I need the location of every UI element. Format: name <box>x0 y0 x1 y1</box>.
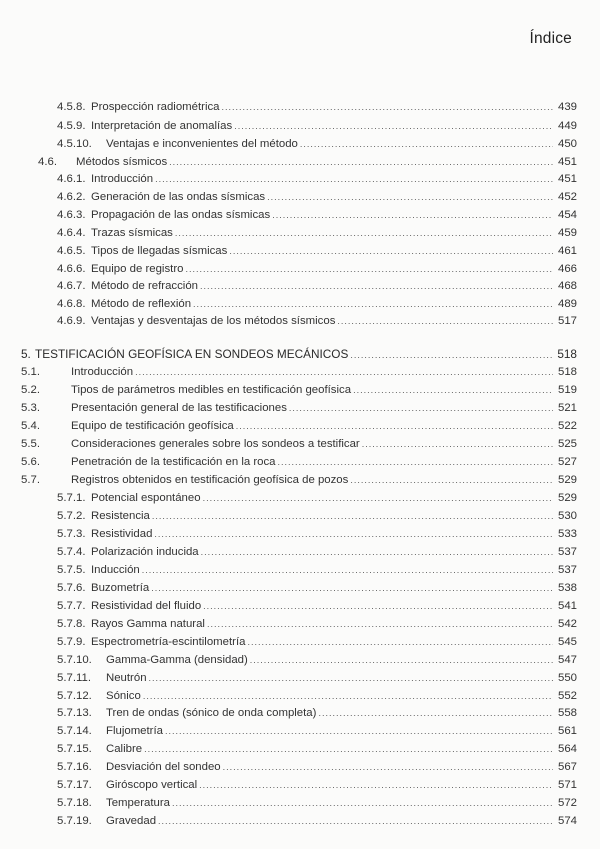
toc-entry-title: Generación de las ondas sísmicas <box>91 191 266 203</box>
toc-leader-dots <box>318 706 553 720</box>
toc-leader-dots <box>158 814 553 828</box>
toc-entry-page: 522 <box>557 420 577 432</box>
toc-entry <box>57 279 577 293</box>
toc-leader-dots <box>172 796 553 810</box>
toc-leader-dots <box>234 119 553 133</box>
toc-entry-number: 5.7.14. <box>57 725 92 737</box>
toc-entry-page: 439 <box>557 101 577 113</box>
toc-entry-number: 5.7.11. <box>57 672 91 684</box>
toc-entry-page: 571 <box>557 779 577 791</box>
toc-entry-number: 5.7.18. <box>57 797 92 809</box>
toc-entry-page: 545 <box>557 636 577 648</box>
toc-leader-dots <box>135 365 553 379</box>
toc-entry-page: 454 <box>557 209 577 221</box>
toc-entry <box>21 437 577 451</box>
toc-entry-title: Calibre <box>106 743 143 755</box>
toc-leader-dots <box>222 100 553 114</box>
toc-entry-number: 5. <box>21 347 31 361</box>
toc-entry <box>21 365 577 379</box>
toc-entry <box>57 689 577 703</box>
toc-leader-dots <box>185 262 553 276</box>
toc-entry-number: 4.6.9. <box>57 315 86 327</box>
toc-leader-dots <box>362 437 553 451</box>
toc-entry-title: Resistividad <box>91 528 153 540</box>
toc-leader-dots <box>289 401 553 415</box>
toc-entry <box>57 509 577 523</box>
toc-entry-number: 5.7.15. <box>57 743 92 755</box>
toc-entry-title: Buzometría <box>91 582 150 594</box>
toc-entry <box>57 226 577 240</box>
toc-entry-number: 5.7.19. <box>57 815 92 827</box>
toc-entry-number: 4.6. <box>38 156 57 168</box>
toc-entry <box>57 635 577 649</box>
toc-entry-title: Interpretación de anomalías <box>91 120 233 132</box>
toc-entry <box>57 119 577 133</box>
toc-entry-number: 5.7.2. <box>57 510 86 522</box>
toc-entry-page: 518 <box>557 347 577 361</box>
toc-entry-number: 4.6.8. <box>57 298 86 310</box>
toc-entry-title: Método de reflexión <box>91 298 192 310</box>
toc-entry <box>21 473 577 487</box>
toc-entry-number: 4.6.1. <box>57 173 86 185</box>
toc-entry-page: 530 <box>557 510 577 522</box>
toc-entry <box>57 314 577 328</box>
toc-entry-title: Equipo de registro <box>91 263 184 275</box>
toc-leader-dots <box>353 383 553 397</box>
toc-entry-title: Propagación de las ondas sísmicas <box>91 209 271 221</box>
toc-entry-number: 5.7.5. <box>57 564 86 576</box>
toc-entry-title: Tipos de parámetros medibles en testificación geofísica <box>71 384 352 396</box>
toc-leader-dots <box>223 760 553 774</box>
toc-leader-dots <box>267 190 553 204</box>
toc-entry <box>21 419 577 433</box>
toc-entry-title: Sónico <box>106 690 141 702</box>
toc-entry <box>57 262 577 276</box>
toc-entry-title: Giróscopo vertical <box>106 779 198 791</box>
toc-entry-title: Introducción <box>71 366 134 378</box>
toc-entry-number: 5.7.4. <box>57 546 86 558</box>
toc-entry-page: 537 <box>557 546 577 558</box>
toc-entry-number: 5.7.6. <box>57 582 86 594</box>
toc-entry-number: 4.6.3. <box>57 209 86 221</box>
toc-entry-page: 451 <box>557 156 577 168</box>
toc-entry-title: Inducción <box>91 564 140 576</box>
toc-entry-number: 4.5.10. <box>57 138 92 150</box>
toc-entry-title: Ventajas y desventajas de los métodos sísmicos <box>91 315 336 327</box>
toc-entry-page: 459 <box>557 227 577 239</box>
toc-entry-title: Desviación del sondeo <box>106 761 221 773</box>
toc-entry-title: Polarización inducida <box>91 546 199 558</box>
toc-entry-title: Resistencia <box>91 510 150 522</box>
toc-entry-title: TESTIFICACIÓN GEOFÍSICA EN SONDEOS MECÁNICOS <box>35 347 349 361</box>
toc-leader-dots <box>236 419 553 433</box>
toc-entry-title: Introducción <box>91 173 154 185</box>
toc-entry-number: 5.7.12. <box>57 690 92 702</box>
toc-entry-title: Equipo de testificación geofísica <box>71 420 234 432</box>
toc-entry <box>57 527 577 541</box>
toc-entry-title: Temperatura <box>106 797 170 809</box>
toc-leader-dots <box>337 314 553 328</box>
toc-entry-page: 533 <box>557 528 577 540</box>
toc-entry-number: 5.7.10. <box>57 654 92 666</box>
toc-entry <box>57 617 577 631</box>
toc-entry-page: 489 <box>557 298 577 310</box>
toc-leader-dots <box>143 689 553 703</box>
toc-entry-number: 4.6.5. <box>57 245 86 257</box>
toc-entry-title: Métodos sísmicos <box>76 156 168 168</box>
toc-entry-page: 542 <box>557 618 577 630</box>
toc-leader-dots <box>272 208 553 222</box>
toc-leader-dots <box>144 742 553 756</box>
toc-entry-number: 5.7.17. <box>57 779 92 791</box>
toc-entry <box>57 208 577 222</box>
toc-entry-title: Presentación general de las testificaciones <box>71 402 287 414</box>
toc-entry-page: 449 <box>557 120 577 132</box>
toc-entry-number: 4.6.6. <box>57 263 86 275</box>
toc-leader-dots <box>300 137 553 151</box>
toc-entry <box>57 244 577 258</box>
toc-entry-number: 5.4. <box>21 420 40 432</box>
toc-entry <box>57 599 577 613</box>
toc-entry-page: 561 <box>557 725 577 737</box>
toc-entry-page: 529 <box>557 474 577 486</box>
toc-entry-page: 529 <box>557 492 577 504</box>
toc-entry-number: 4.5.9. <box>57 120 86 132</box>
page-header-title: Índice <box>529 30 572 47</box>
toc-entry-page: 468 <box>557 280 577 292</box>
toc-entry-number: 5.1. <box>21 366 40 378</box>
toc-entry-page: 525 <box>557 438 577 450</box>
toc-entry-number: 5.7. <box>21 474 40 486</box>
toc-entry-page: 538 <box>557 582 577 594</box>
toc-leader-dots <box>278 455 553 469</box>
toc-entry-page: 552 <box>557 690 577 702</box>
toc-leader-dots <box>247 635 553 649</box>
toc-leader-dots <box>165 724 553 738</box>
toc-entry-page: 452 <box>557 191 577 203</box>
toc-entry <box>57 563 577 577</box>
toc-entry <box>57 706 577 720</box>
toc-entry <box>57 581 577 595</box>
toc-entry-page: 466 <box>557 263 577 275</box>
toc-leader-dots <box>152 509 553 523</box>
toc-entry <box>57 742 577 756</box>
toc-leader-dots <box>154 527 553 541</box>
toc-entry-title: Registros obtenidos en testificación geofísica de pozos <box>71 474 349 486</box>
toc-leader-dots <box>142 563 553 577</box>
toc-entry <box>57 653 577 667</box>
toc-leader-dots <box>229 244 553 258</box>
toc-entry <box>57 491 577 505</box>
toc-entry-page: 527 <box>557 456 577 468</box>
toc-entry-page: 450 <box>557 138 577 150</box>
toc-entry <box>57 671 577 685</box>
toc-entry-page: 574 <box>557 815 577 827</box>
toc-entry-number: 4.6.2. <box>57 191 86 203</box>
toc-entry-page: 451 <box>557 173 577 185</box>
toc-entry-number: 5.7.1. <box>57 492 86 504</box>
toc-leader-dots <box>201 545 553 559</box>
toc-entry-title: Espectrometría-escintilometría <box>91 636 246 648</box>
toc-leader-dots <box>207 617 553 631</box>
toc-entry-page: 547 <box>557 654 577 666</box>
toc-entry-page: 572 <box>557 797 577 809</box>
toc-entry-page: 517 <box>557 315 577 327</box>
toc-entry-number: 4.5.8. <box>57 101 86 113</box>
toc-entry <box>57 297 577 311</box>
toc-entry-number: 5.7.13. <box>57 707 92 719</box>
toc-entry <box>21 455 577 469</box>
toc-entry <box>57 137 577 151</box>
toc-leader-dots <box>200 279 553 293</box>
toc-entry-page: 521 <box>557 402 577 414</box>
toc-entry-number: 4.6.7. <box>57 280 86 292</box>
toc-entry-page: 558 <box>557 707 577 719</box>
toc-entry-title: Tipos de llegadas sísmicas <box>91 245 228 257</box>
toc-chapter-entry <box>21 347 577 362</box>
toc-leader-dots <box>350 348 553 362</box>
toc-entry <box>57 190 577 204</box>
toc-leader-dots <box>155 172 553 186</box>
toc-entry-number: 5.7.16. <box>57 761 92 773</box>
toc-entry-number: 5.5. <box>21 438 40 450</box>
toc-entry-title: Penetración de la testificación en la roca <box>71 456 276 468</box>
toc-entry-title: Consideraciones generales sobre los sondeos a testificar <box>71 438 360 450</box>
toc-leader-dots <box>350 473 553 487</box>
toc-entry <box>21 383 577 397</box>
toc-leader-dots <box>203 599 553 613</box>
toc-entry-page: 518 <box>557 366 577 378</box>
toc-entry-title: Flujometría <box>106 725 163 737</box>
toc-entry-number: 4.6.4. <box>57 227 86 239</box>
toc-entry-title: Rayos Gamma natural <box>91 618 205 630</box>
toc-entry-page: 519 <box>557 384 577 396</box>
toc-entry <box>57 172 577 186</box>
toc-entry-page: 537 <box>557 564 577 576</box>
toc-entry-number: 5.2. <box>21 384 40 396</box>
toc-entry <box>57 724 577 738</box>
toc-leader-dots <box>193 297 553 311</box>
toc-entry-title: Trazas sísmicas <box>91 227 173 239</box>
toc-leader-dots <box>151 581 553 595</box>
toc-entry-title: Tren de ondas (sónico de onda completa) <box>106 707 317 719</box>
toc-entry-title: Gamma-Gamma (densidad) <box>106 654 248 666</box>
toc-entry-page: 564 <box>557 743 577 755</box>
toc-leader-dots <box>149 671 553 685</box>
toc-entry-title: Gravedad <box>106 815 157 827</box>
toc-entry <box>57 100 577 114</box>
toc-leader-dots <box>169 155 553 169</box>
toc-entry-page: 567 <box>557 761 577 773</box>
toc-entry-number: 5.7.8. <box>57 618 86 630</box>
toc-entry-title: Método de refracción <box>91 280 199 292</box>
toc-entry-page: 461 <box>557 245 577 257</box>
toc-entry <box>57 778 577 792</box>
toc-entry-number: 5.6. <box>21 456 40 468</box>
toc-entry <box>38 155 577 169</box>
toc-entry-number: 5.7.3. <box>57 528 86 540</box>
toc-entry-page: 541 <box>557 600 577 612</box>
toc-entry <box>57 545 577 559</box>
toc-entry-page: 550 <box>557 672 577 684</box>
toc-entry <box>21 401 577 415</box>
toc-entry <box>57 796 577 810</box>
toc-leader-dots <box>199 778 553 792</box>
toc-leader-dots <box>203 491 553 505</box>
toc-entry-number: 5.7.9. <box>57 636 86 648</box>
toc-entry <box>57 760 577 774</box>
toc-leader-dots <box>250 653 553 667</box>
toc-leader-dots <box>175 226 553 240</box>
toc-entry-title: Prospección radiométrica <box>91 101 220 113</box>
toc-entry-title: Ventajas e inconvenientes del método <box>106 138 298 150</box>
toc-entry-title: Neutrón <box>106 672 147 684</box>
toc-entry-title: Potencial espontáneo <box>91 492 201 504</box>
toc-entry-number: 5.3. <box>21 402 40 414</box>
toc-entry-title: Resistividad del fluido <box>91 600 202 612</box>
toc-entry <box>57 814 577 828</box>
toc-entry-number: 5.7.7. <box>57 600 86 612</box>
